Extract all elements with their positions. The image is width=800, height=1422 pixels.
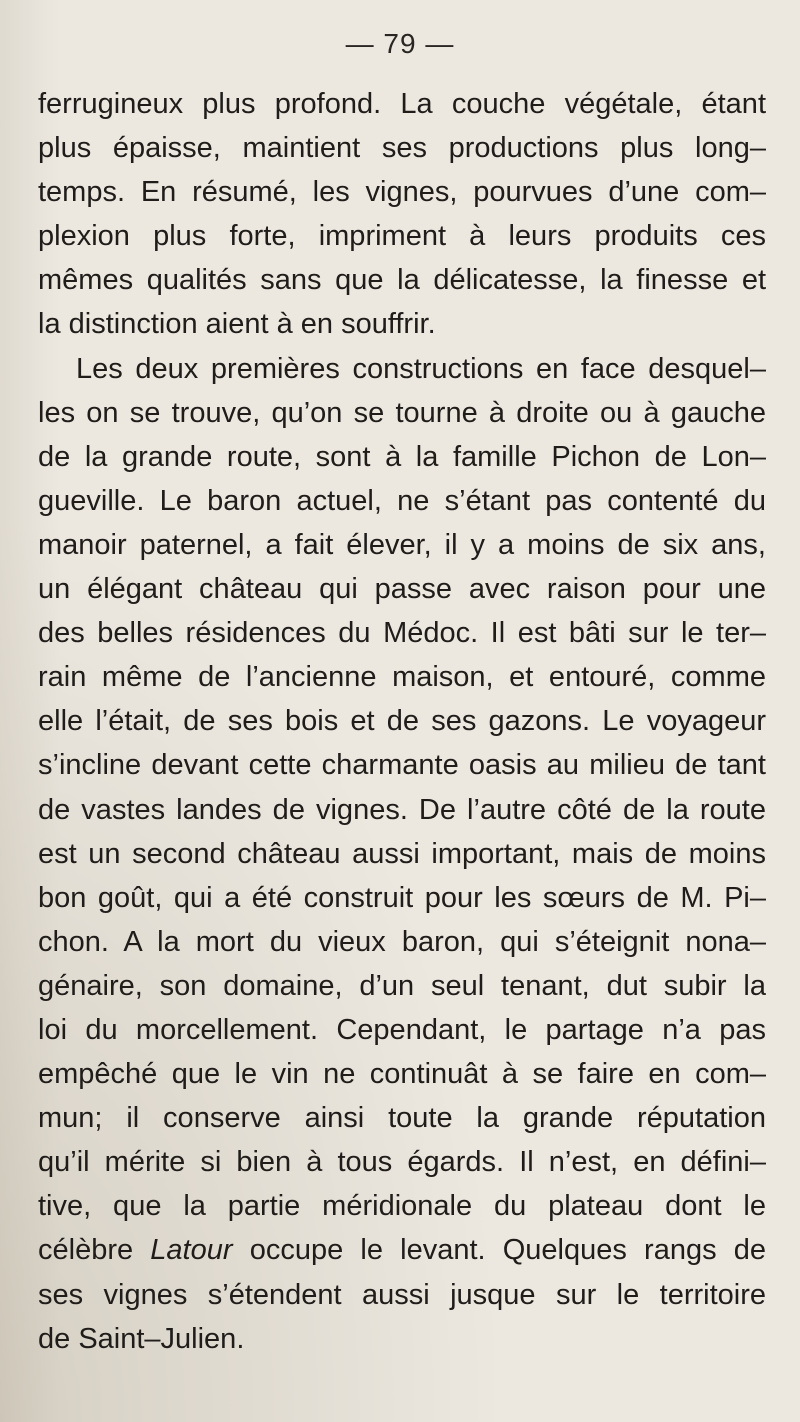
text-line: génaire, son domaine, d’un seul tenant, dut subir la [38, 969, 766, 1002]
text-segment: occupe le levant. Quelques rangs de [232, 1234, 767, 1267]
text-line: chon. A la mort du vieux baron, qui s’éteignit nona– [38, 925, 766, 958]
text-segment: célèbre [38, 1234, 151, 1267]
text-line: des belles résidences du Médoc. Il est bâti sur le ter– [38, 617, 766, 650]
text-line-with-emphasis [38, 1228, 766, 1272]
text-line: s’incline devant cette charmante oasis au milieu de tant [38, 749, 766, 782]
text-line: les on se trouve, qu’on se tourne à droite ou à gauche [38, 396, 766, 429]
text-line: manoir paternel, a fait élever, il y a moins de six ans, [38, 528, 766, 561]
body-text [38, 82, 766, 1361]
text-line: plexion plus forte, impriment à leurs produits ces [38, 220, 766, 253]
text-line: de vastes landes de vignes. De l’autre côté de la route [38, 793, 766, 826]
text-line: de la grande route, sont à la famille Pichon de Lon– [38, 440, 766, 473]
text-line: tive, que la partie méridionale du plateau dont le [38, 1190, 766, 1223]
text-line: mun; il conserve ainsi toute la grande réputation [38, 1102, 766, 1135]
paragraph-end-line: de Saint–Julien. [38, 1322, 245, 1355]
text-line: un élégant château qui passe avec raison pour une [38, 573, 766, 606]
text-line: ferrugineux plus profond. La couche végétale, étant [38, 88, 766, 120]
paragraph-end-line: la distinction aient à en souffrir. [38, 308, 436, 341]
text-line: est un second château aussi important, mais de moins [38, 837, 766, 870]
text-line: bon goût, qui a été construit pour les sœurs de M. Pi– [38, 881, 766, 914]
text-line: temps. En résumé, les vignes, pourvues d’une com– [38, 176, 766, 209]
text-line: gueville. Le baron actuel, ne s’étant pas contenté du [38, 484, 766, 517]
text-line: loi du morcellement. Cependant, le partage n’a pas [38, 1013, 766, 1046]
text-line: rain même de l’ancienne maison, et entouré, comme [38, 661, 766, 694]
text-line: elle l’était, de ses bois et de ses gazons. Le voyageur [38, 705, 766, 738]
paragraph-start-line: Les deux premières constructions en face desquel– [76, 352, 766, 385]
text-line: plus épaisse, maintient ses productions plus long– [38, 132, 766, 165]
text-line: qu’il mérite si bien à tous égards. Il n’est, en défini– [38, 1146, 766, 1179]
emphasized-word: Latour [150, 1234, 233, 1267]
page-number: — 79 — [345, 28, 455, 59]
text-line: ses vignes s’étendent aussi jusque sur le territoire [38, 1278, 766, 1311]
text-line: mêmes qualités sans que la délicatesse, la finesse et [38, 264, 766, 297]
text-line: empêché que le vin ne continuât à se faire en com– [38, 1058, 766, 1091]
